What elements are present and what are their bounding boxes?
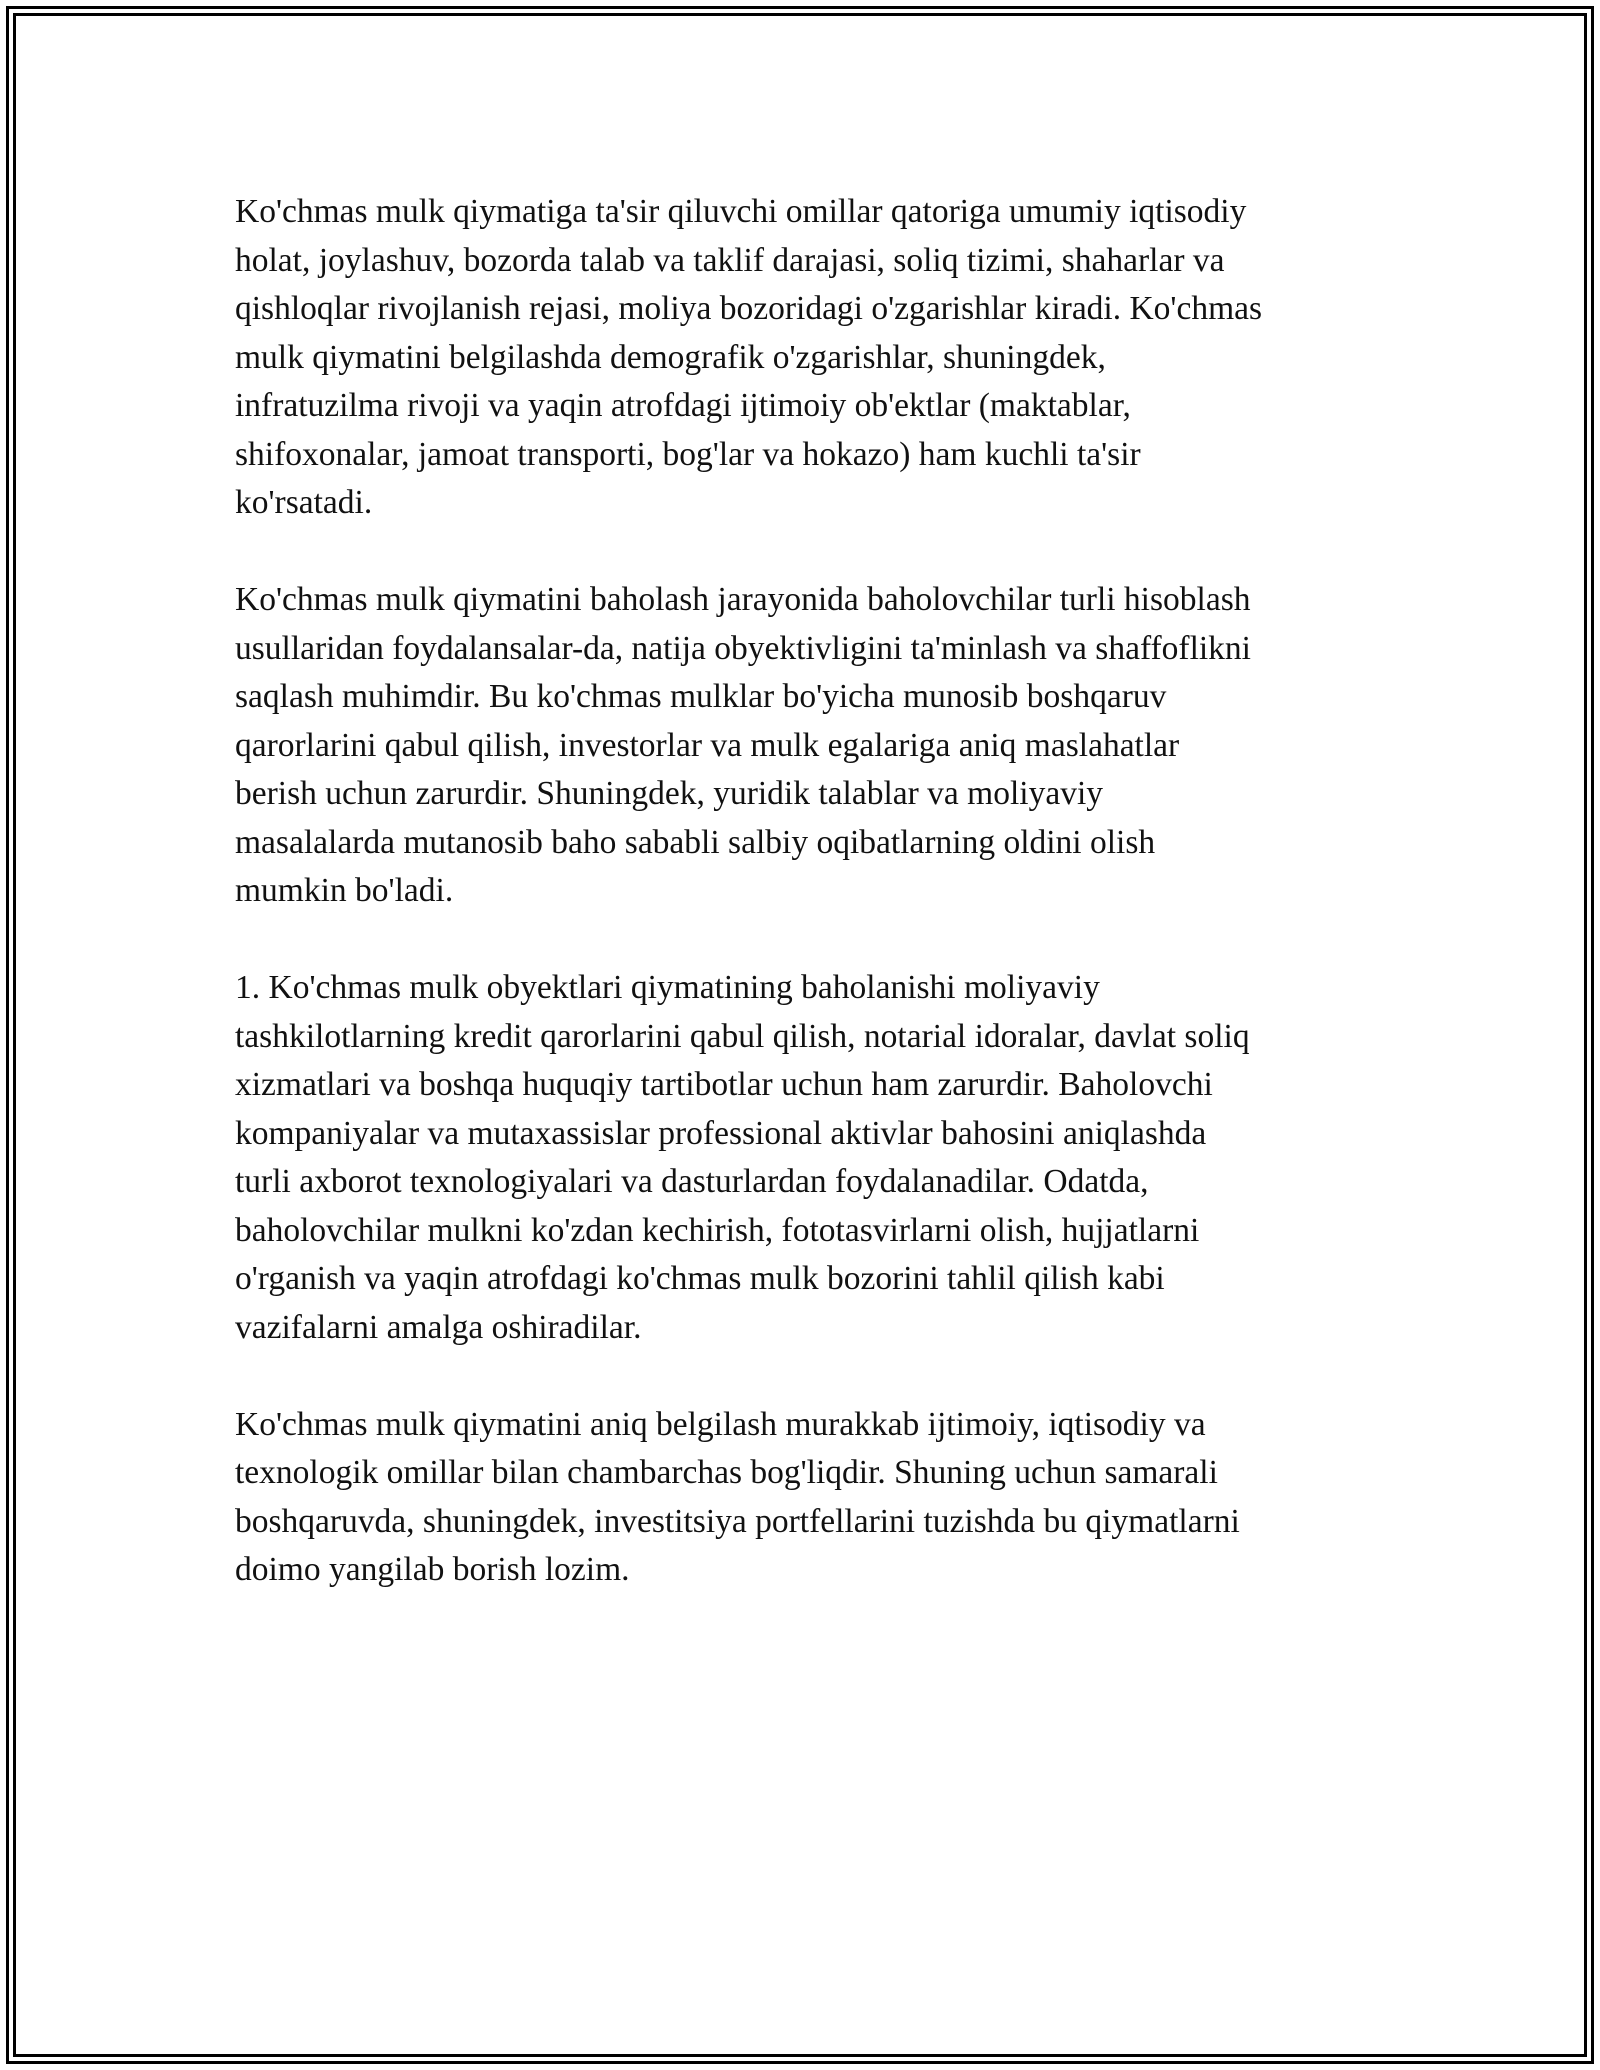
- paragraph-1: [235, 188, 1375, 528]
- paragraph-4: [235, 1401, 1375, 1595]
- text-line: saqlash muhimdir. Bu ko'chmas mulklar bo'yicha munosib boshqaruv: [235, 678, 1167, 715]
- text-line: mulk qiymatini belgilashda demografik o'zgarishlar, shuningdek,: [235, 338, 1106, 376]
- text-line: xizmatlari va boshqa huquqiy tartibotlar uchun ham zarurdir. Baholovchi: [235, 1066, 1213, 1103]
- text-line: masalalarda mutanosib baho sababli salbiy oqibatlarning oldini olish: [235, 823, 1156, 861]
- text-line: mumkin bo'ladi.: [235, 872, 454, 909]
- text-line: infratuzilma rivoji va yaqin atrofdagi ijtimoiy ob'ektlar (maktablar,: [235, 387, 1131, 424]
- text-line: Ko'chmas mulk qiymatini baholash jarayonida baholovchilar turli hisoblash: [235, 581, 1251, 618]
- text-line: 1. Ko'chmas mulk obyektlari qiymatining baholanishi moliyaviy: [235, 969, 1100, 1006]
- paragraph-3: [235, 964, 1375, 1352]
- text-line: Ko'chmas mulk qiymatiga ta'sir qiluvchi omillar qatoriga umumiy iqtisodiy: [235, 193, 1247, 230]
- text-line: Ko'chmas mulk qiymatini aniq belgilash murakkab ijtimoiy, iqtisodiy va: [235, 1405, 1206, 1443]
- text-line: turli axborot texnologiyalari va dasturlardan foydalanadilar. Odatda,: [235, 1163, 1149, 1200]
- text-line: shifoxonalar, jamoat transporti, bog'lar va hokazo) ham kuchli ta'sir: [235, 435, 1141, 473]
- paragraph-2: [235, 576, 1375, 916]
- text-line: kompaniyalar va mutaxassislar professional aktivlar bahosini aniqlashda: [235, 1114, 1207, 1152]
- text-line: qishloqlar rivojlanish rejasi, moliya bozoridagi o'zgarishlar kiradi. Ko'chmas: [235, 290, 1263, 327]
- text-line: usullaridan foydalansalar-da, natija obyektivligini ta'minlash va shaffoflikni: [235, 629, 1251, 667]
- text-line: boshqaruvda, shuningdek, investitsiya portfellarini tuzishda bu qiymatlarni: [235, 1502, 1240, 1540]
- text-line: ko'rsatadi.: [235, 484, 373, 521]
- text-line: tashkilotlarning kredit qarorlarini qabul qilish, notarial idoralar, davlat soliq: [235, 1017, 1250, 1055]
- text-line: vazifalarni amalga oshiradilar.: [235, 1308, 642, 1346]
- document-body: [235, 188, 1375, 1643]
- text-line: o'rganish va yaqin atrofdagi ko'chmas mulk bozorini tahlil qilish kabi: [235, 1260, 1165, 1297]
- text-line: doimo yangilab borish lozim.: [235, 1551, 630, 1588]
- text-line: baholovchilar mulkni ko'zdan kechirish, fototasvirlarni olish, hujjatlarni: [235, 1211, 1200, 1249]
- text-line: texnologik omillar bilan chambarchas bog'liqdir. Shuning uchun samarali: [235, 1454, 1218, 1491]
- text-line: holat, joylashuv, bozorda talab va taklif darajasi, soliq tizimi, shaharlar va: [235, 241, 1225, 279]
- text-line: berish uchun zarurdir. Shuningdek, yuridik talablar va moliyaviy: [235, 775, 1104, 812]
- text-line: qarorlarini qabul qilish, investorlar va mulk egalariga aniq maslahatlar: [235, 726, 1180, 764]
